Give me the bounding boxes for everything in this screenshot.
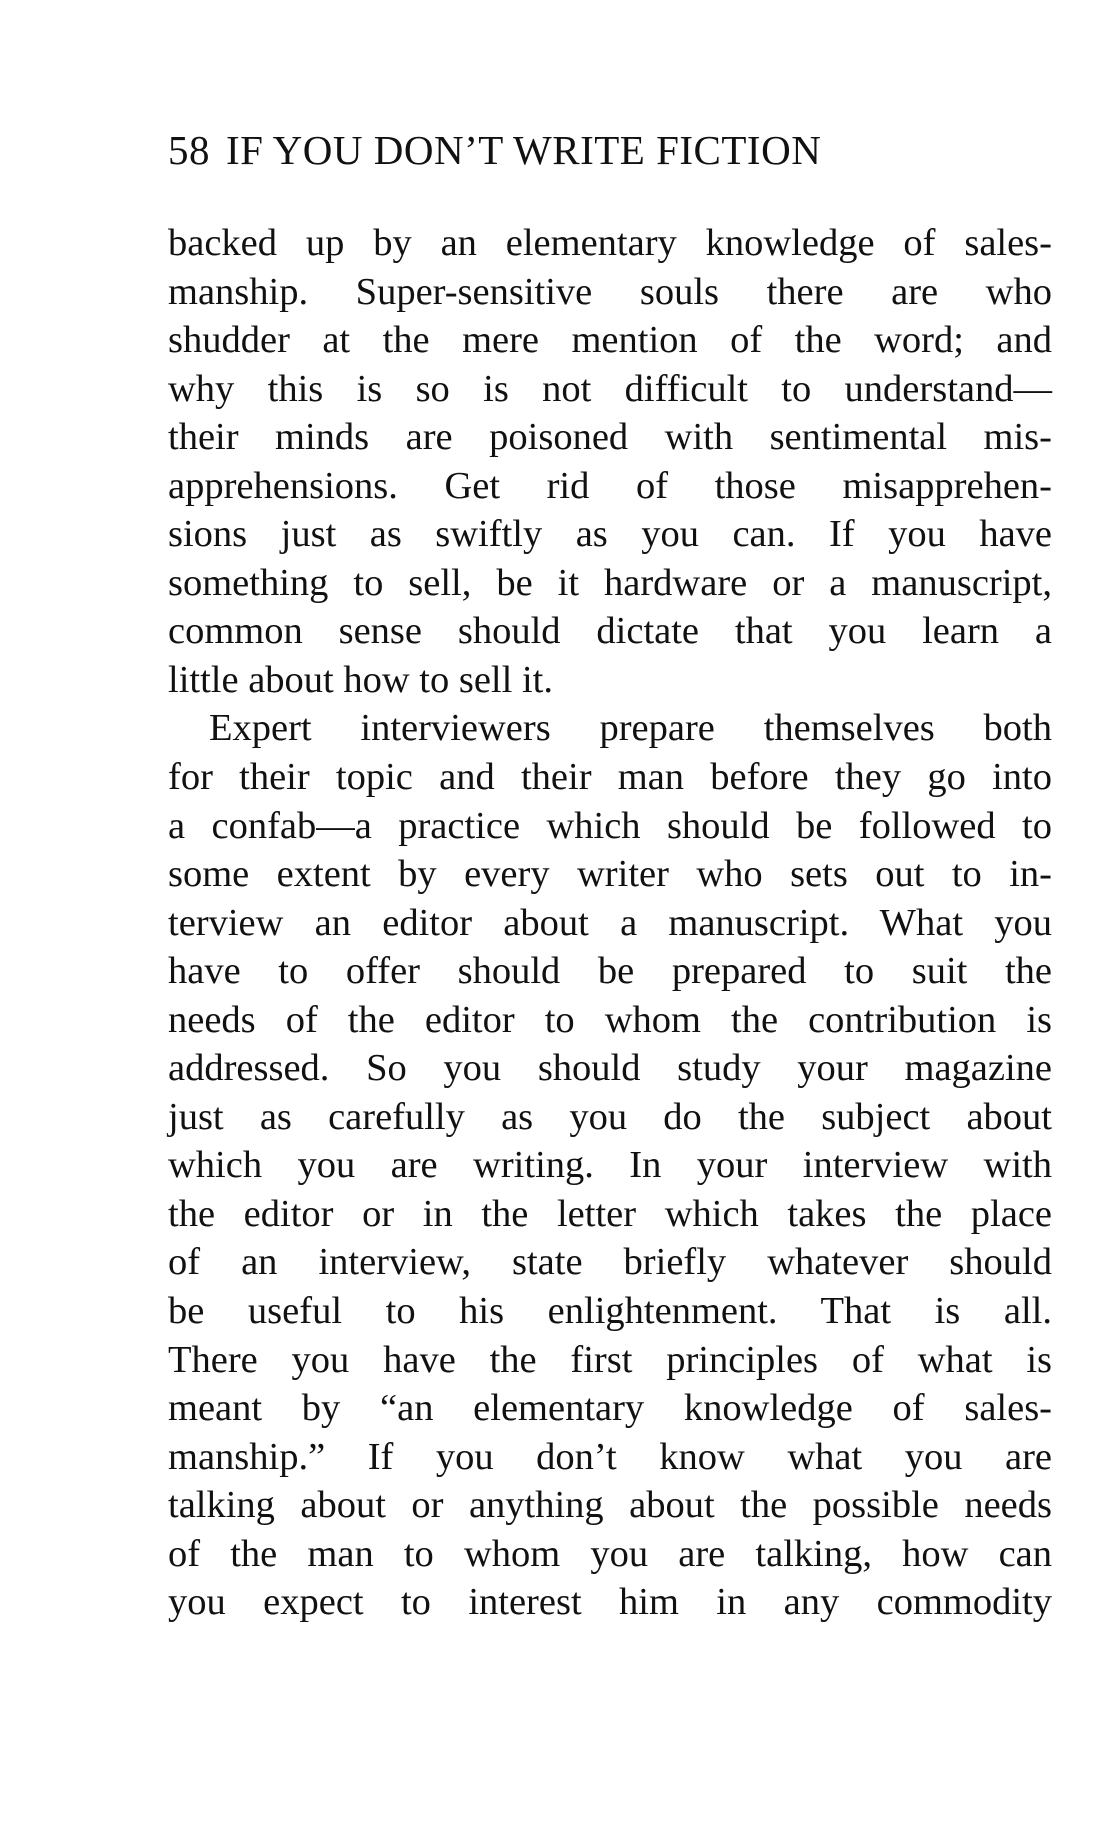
text-line: you expect to interest him in any commodity [168,1581,1052,1624]
text-line: talking about or anything about the possible needs [168,1484,1052,1527]
running-head [168,125,968,175]
text-line: apprehensions. Get rid of those misapprehen- [168,464,1052,507]
text-line: common sense should dictate that you learn a [168,610,1052,653]
text-line: terview an editor about a manuscript. What you [168,901,1052,944]
text-line: some extent by every writer who sets out to in- [168,853,1052,896]
text-line: have to offer should be prepared to suit the [168,950,1052,993]
text-line: little about how to sell it. [168,658,553,701]
text-line: needs of the editor to whom the contribution is [168,998,1052,1041]
text-line: meant by “an elementary knowledge of sales- [168,1387,1052,1430]
text-line: Expert interviewers prepare themselves both [209,707,1052,750]
text-line: be useful to his enlightenment. That is all. [168,1290,1052,1333]
text-line: of the man to whom you are talking, how can [168,1532,1052,1575]
text-line: addressed. So you should study your magazine [168,1047,1052,1090]
text-line: manship. Super-sensitive souls there are who [168,270,1052,313]
text-line: manship.” If you don’t know what you are [168,1435,1052,1478]
text-line: shudder at the mere mention of the word; and [168,319,1052,362]
text-line: just as carefully as you do the subject about [168,1095,1052,1138]
text-line: There you have the first principles of what is [168,1338,1052,1381]
text-line: why this is so is not difficult to understand— [168,367,1052,410]
running-title: IF YOU DON’T WRITE FICTION [226,127,822,173]
text-line: backed up by an elementary knowledge of sales- [168,222,1052,264]
text-line: a confab—a practice which should be followed to [168,804,1052,847]
text-line: sions just as swiftly as you can. If you have [168,513,1052,556]
text-line: their minds are poisoned with sentimental mis- [168,416,1052,459]
body-text [168,219,1052,1627]
text-line: for their topic and their man before they go into [168,756,1052,799]
page-number: 58 [168,127,210,173]
text-line: something to sell, be it hardware or a manuscript, [168,561,1052,604]
text-line: of an interview, state briefly whatever should [168,1241,1052,1284]
text-line: the editor or in the letter which takes the place [168,1192,1052,1235]
text-line: which you are writing. In your interview with [168,1144,1052,1187]
